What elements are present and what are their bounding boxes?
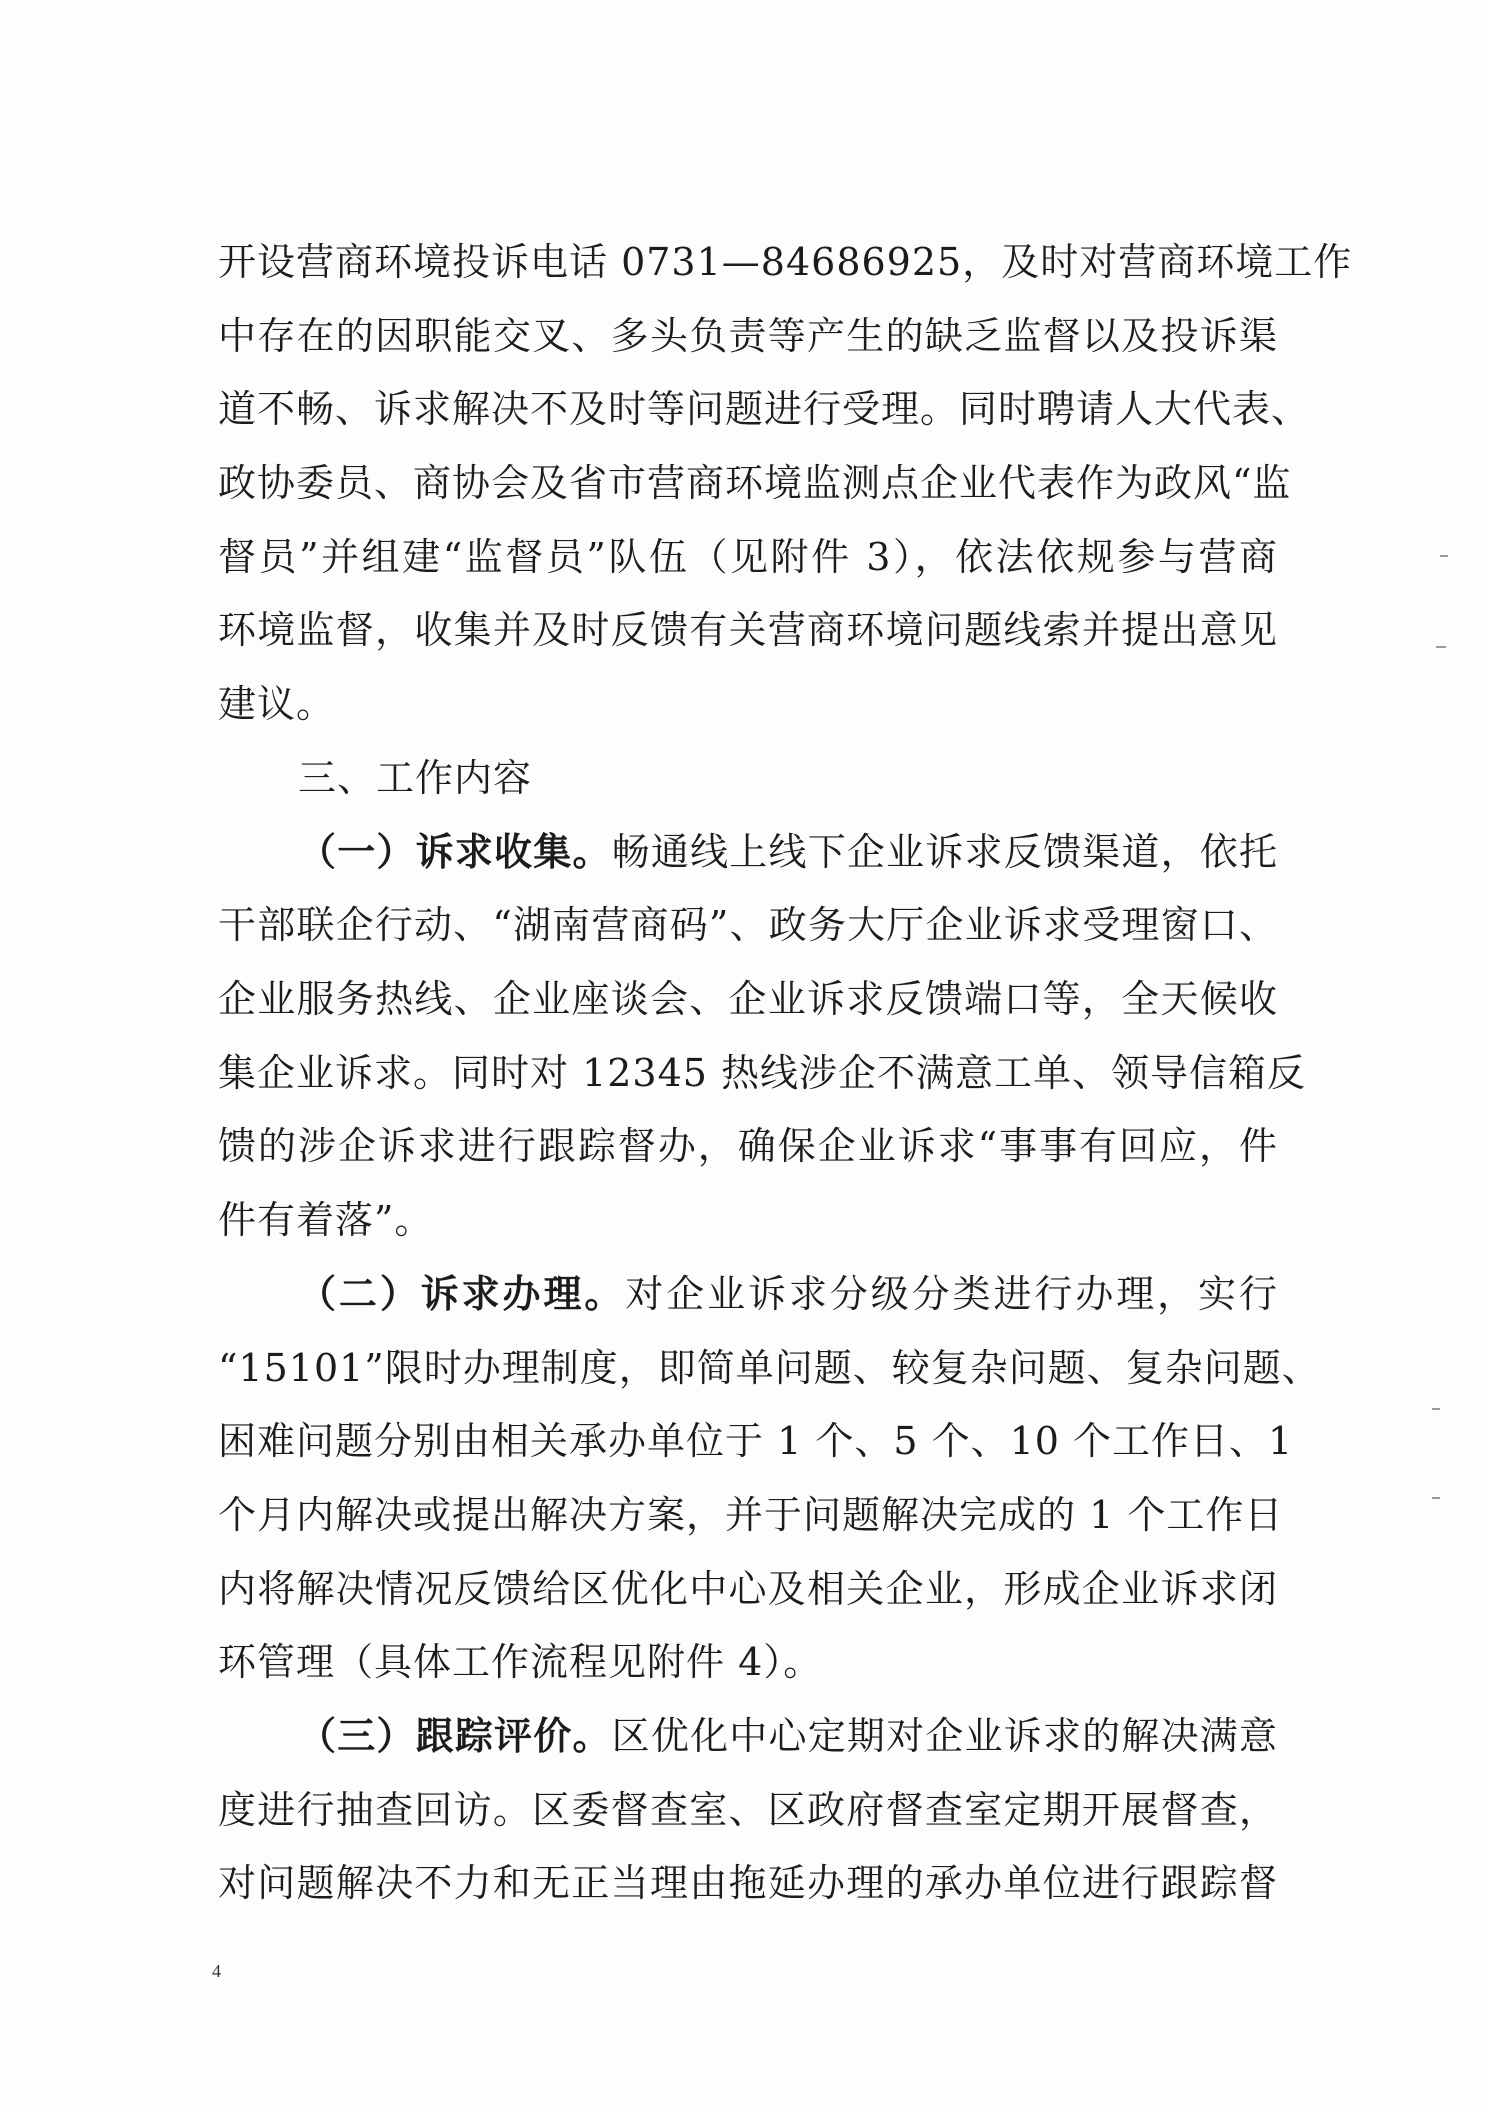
- scan-mark: [1440, 555, 1448, 557]
- item-text: 区优化中心定期对企业诉求的解决满意: [611, 1714, 1278, 1758]
- item-text: 对企业诉求分级分类进行办理，实行: [625, 1272, 1278, 1316]
- paragraph-line: 内将解决情况反馈给区优化中心及相关企业，形成企业诉求闭: [218, 1567, 1278, 1611]
- item-first-line: [298, 1270, 1278, 1318]
- paragraph-line: 环管理（具体工作流程见附件 4）。: [218, 1640, 823, 1684]
- paragraph-line: 馈的涉企诉求进行跟踪督办，确保企业诉求“事事有回应，件: [218, 1124, 1278, 1168]
- item-title: （三）跟踪评价。: [298, 1713, 612, 1758]
- paragraph-line: 干部联企行动、“湖南营商码”、政务大厅企业诉求受理窗口、: [218, 903, 1278, 947]
- item-first-line: [298, 1712, 1278, 1760]
- paragraph-line: 环境监督，收集并及时反馈有关营商环境问题线索并提出意见: [218, 608, 1278, 652]
- paragraph-line: 件有着落”。: [218, 1198, 434, 1242]
- paragraph-line: 对问题解决不力和无正当理由拖延办理的承办单位进行跟踪督: [218, 1861, 1278, 1905]
- paragraph-line: 度进行抽查回访。区委督查室、区政府督查室定期开展督查，: [218, 1788, 1278, 1832]
- paragraph-line: 个月内解决或提出解决方案，并于问题解决完成的 1 个工作日: [218, 1493, 1284, 1537]
- item-first-line: [298, 828, 1278, 876]
- scan-mark: [1432, 1408, 1440, 1410]
- paragraph-line: 建议。: [218, 682, 336, 726]
- item-text: 畅通线上线下企业诉求反馈渠道，依托: [611, 830, 1278, 874]
- paragraph-line: 企业服务热线、企业座谈会、企业诉求反馈端口等，全天候收: [218, 977, 1278, 1021]
- paragraph-line: 困难问题分别由相关承办单位于 1 个、5 个、10 个工作日、1: [218, 1419, 1294, 1463]
- item-title: （一）诉求收集。: [298, 829, 612, 874]
- paragraph-line: 中存在的因职能交叉、多头负责等产生的缺乏监督以及投诉渠: [218, 314, 1278, 358]
- paragraph-line: 开设营商环境投诉电话 0731—84686925，及时对营商环境工作: [218, 240, 1353, 284]
- paragraph-line: 督员”并组建“监督员”队伍（见附件 3），依法依规参与营商: [218, 535, 1278, 579]
- section-heading: 三、工作内容: [298, 756, 533, 800]
- paragraph-line: 集企业诉求。同时对 12345 热线涉企不满意工单、领导信箱反: [218, 1051, 1307, 1095]
- item-title: （二）诉求办理。: [298, 1271, 626, 1316]
- page-number: 4: [212, 1961, 221, 1981]
- scan-mark: [1432, 1497, 1440, 1499]
- paragraph-line: 道不畅、诉求解决不及时等问题进行受理。同时聘请人大代表、: [218, 387, 1311, 431]
- paragraph-line: 政协委员、商协会及省市营商环境监测点企业代表作为政风“监: [218, 461, 1292, 505]
- paragraph-line: “15101”限时办理制度，即简单问题、较复杂问题、复杂问题、: [218, 1346, 1321, 1390]
- scan-mark: [1436, 646, 1446, 648]
